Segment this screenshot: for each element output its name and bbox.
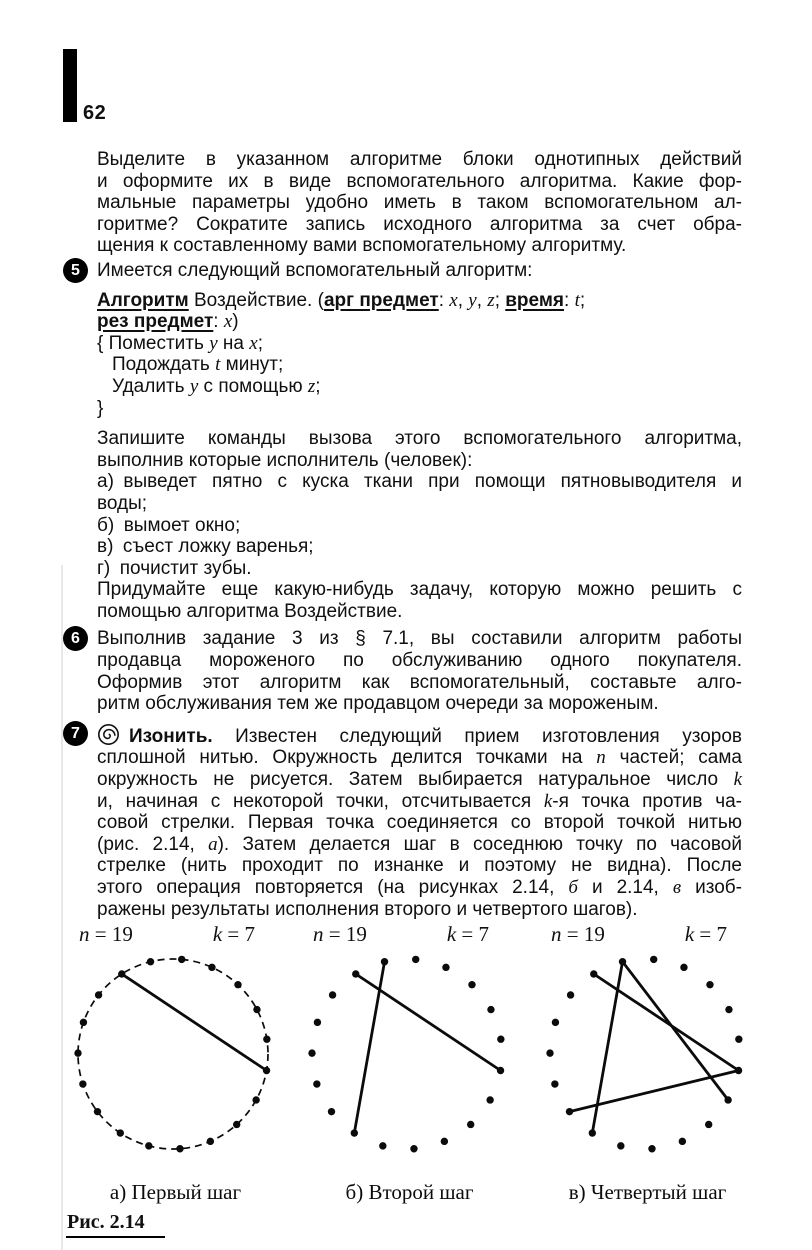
string-art-canvas-a	[58, 918, 293, 1176]
point-dot	[79, 1080, 86, 1087]
point-dot	[648, 1145, 655, 1152]
point-dot	[263, 1067, 270, 1074]
point-dot	[208, 964, 215, 971]
thread-line	[122, 974, 267, 1071]
figure-2-14-b	[292, 918, 527, 1218]
point-dot	[234, 981, 241, 988]
text-line: ражены результаты исполнения второго и четвертого шагов).	[97, 898, 638, 920]
point-dot	[145, 1142, 152, 1149]
point-dot	[94, 1108, 101, 1115]
text-line: и оформите их в виде вспомогательного алгоритма. Какие фор-	[97, 170, 742, 192]
point-dot	[650, 956, 657, 963]
param-k: k = 7	[446, 922, 489, 946]
text-line: Выделите в указанном алгоритме блоки однотипных действий	[97, 149, 742, 170]
text-line: Имеется следующий вспомогательный алгоритм:	[97, 259, 533, 281]
point-dot	[308, 1049, 315, 1056]
text-line: г) почистит зубы.	[97, 557, 252, 579]
thread-line	[356, 974, 501, 1071]
task-6	[71, 628, 742, 715]
text-line: Удалить y с помощью z;	[112, 375, 321, 397]
point-dot	[95, 991, 102, 998]
point-dot	[680, 964, 687, 971]
page-number: 62	[83, 102, 107, 124]
point-dot	[313, 1080, 320, 1087]
point-dot	[263, 1036, 270, 1043]
point-dot	[147, 958, 154, 965]
point-dot	[442, 964, 449, 971]
page-corner-bar	[63, 49, 77, 122]
text-column	[71, 149, 742, 920]
text-line: стрелке (нить проходит по изнанке и поэтому не видна). После	[97, 855, 742, 877]
point-dot	[724, 1096, 731, 1103]
text-line: а) выведет пятно с куска ткани при помощи пятновыводителя и	[97, 471, 742, 493]
string-art-canvas-b	[292, 918, 527, 1176]
text-line: Подождать t минут;	[112, 354, 284, 376]
param-k: k = 7	[212, 922, 255, 946]
text-line: сплошной нитью. Окружность делится точками на n частей; сама	[97, 747, 742, 769]
point-dot	[617, 1142, 624, 1149]
text-line: ритм обслуживания тем же продавцом очереди за мороженым.	[97, 693, 659, 715]
figure-reference-label: Рис. 2.14	[66, 1211, 165, 1238]
task-number-badge: 5	[63, 258, 88, 283]
point-dot	[467, 1121, 474, 1128]
task-7	[71, 723, 742, 920]
text-line: { Поместить y на x;	[97, 332, 263, 354]
param-n: n = 19	[79, 922, 133, 946]
text-line: горитме? Сократите запись исходного алгоритма за счет обра-	[97, 213, 742, 235]
point-dot	[178, 956, 185, 963]
point-dot	[725, 1006, 732, 1013]
point-dot	[441, 1138, 448, 1145]
text-line: в) съест ложку варенья;	[97, 536, 314, 558]
text-line: Выполнив задание 3 из § 7.1, вы составили алгоритм работы	[97, 628, 742, 650]
text-line: (рис. 2.14, а). Затем делается шаг в соседнюю точку по часовой	[97, 833, 742, 855]
point-dot	[207, 1138, 214, 1145]
text-line: помощью алгоритма Воздействие.	[97, 600, 403, 622]
point-dot	[619, 958, 626, 965]
param-k: k = 7	[684, 922, 727, 946]
point-dot	[487, 1006, 494, 1013]
figure-step-caption: б) Второй шаг	[345, 1180, 474, 1204]
point-dot	[253, 1006, 260, 1013]
point-dot	[379, 1142, 386, 1149]
spiral-icon	[97, 723, 120, 746]
point-dot	[679, 1138, 686, 1145]
point-dot	[176, 1145, 183, 1152]
thread-line	[594, 974, 739, 1071]
thread-line	[569, 1070, 738, 1111]
figure-step-caption: в) Четвертый шаг	[568, 1180, 727, 1204]
text-line: Придумайте еще какую-нибудь задачу, которую можно решить с	[97, 579, 742, 601]
point-dot	[412, 956, 419, 963]
point-dot	[497, 1036, 504, 1043]
point-dot	[252, 1096, 259, 1103]
text-line: воды;	[97, 492, 148, 514]
text-line: этого операция повторяется (на рисунках 2.14, б и 2.14, в изоб-	[97, 877, 742, 898]
point-dot	[589, 1129, 596, 1136]
point-dot	[590, 970, 597, 977]
point-dot	[328, 1108, 335, 1115]
text-line: б) вымоет окно;	[97, 514, 241, 536]
text-line: продавца мороженого по обслуживанию одного покупателя.	[97, 650, 742, 672]
task-number-badge: 6	[63, 626, 88, 651]
point-dot	[705, 1121, 712, 1128]
point-dot	[117, 1129, 124, 1136]
point-dot	[233, 1121, 240, 1128]
task-5	[71, 259, 742, 282]
point-dot	[118, 970, 125, 977]
point-dot	[314, 1019, 321, 1026]
point-dot	[74, 1049, 81, 1056]
point-dot	[551, 1080, 558, 1087]
point-dot	[381, 958, 388, 965]
point-dot	[497, 1067, 504, 1074]
figure-step-caption: а) Первый шаг	[109, 1180, 242, 1204]
point-dot	[567, 991, 574, 998]
text-line: рез предмет: x)	[97, 311, 239, 333]
algorithm-block	[97, 290, 742, 420]
figure-2-14-c	[530, 918, 765, 1218]
figure-2-14-a	[58, 918, 293, 1218]
point-dot	[352, 970, 359, 977]
text-line: и, начиная с некоторой точки, отсчитывается k-я точка против ча-	[97, 790, 742, 812]
point-dot	[706, 981, 713, 988]
param-n: n = 19	[551, 922, 605, 946]
text-line: Запишите команды вызова этого вспомогательного алгоритма,	[97, 428, 742, 450]
param-n: n = 19	[313, 922, 367, 946]
point-dot	[552, 1019, 559, 1026]
point-dot	[329, 991, 336, 998]
point-dot	[468, 981, 475, 988]
text-line: окружность не рисуется. Затем выбирается натуральное число k	[97, 769, 742, 791]
point-dot	[486, 1096, 493, 1103]
point-dot	[566, 1108, 573, 1115]
intro-paragraph	[97, 149, 742, 257]
point-dot	[410, 1145, 417, 1152]
text-line: мальные параметры удобно иметь в таком вспомогательном ал-	[97, 192, 742, 214]
thread-line	[354, 962, 384, 1133]
point-dot	[735, 1036, 742, 1043]
text-line: щения к составленному вами вспомогательному алгоритму.	[97, 235, 627, 257]
string-art-canvas-c	[530, 918, 765, 1176]
point-dot	[351, 1129, 358, 1136]
thread-line	[592, 962, 622, 1133]
call-commands-paragraph	[97, 428, 742, 622]
text-line: Изонить. Известен следующий прием изготовления узоров	[97, 723, 742, 748]
point-dot	[735, 1067, 742, 1074]
text-line: выполнив которые исполнитель (человек):	[97, 449, 473, 471]
text-line: Оформив этот алгоритм как вспомогательный, составьте алго-	[97, 671, 742, 693]
text-line: }	[97, 397, 104, 419]
text-line: Алгоритм Воздействие. (арг предмет: x, y, z; время: t;	[97, 289, 586, 311]
text-line: совой стрелки. Первая точка соединяется со второй точкой нитью	[97, 812, 742, 834]
task-number-badge: 7	[63, 721, 88, 746]
point-dot	[546, 1049, 553, 1056]
point-dot	[80, 1019, 87, 1026]
